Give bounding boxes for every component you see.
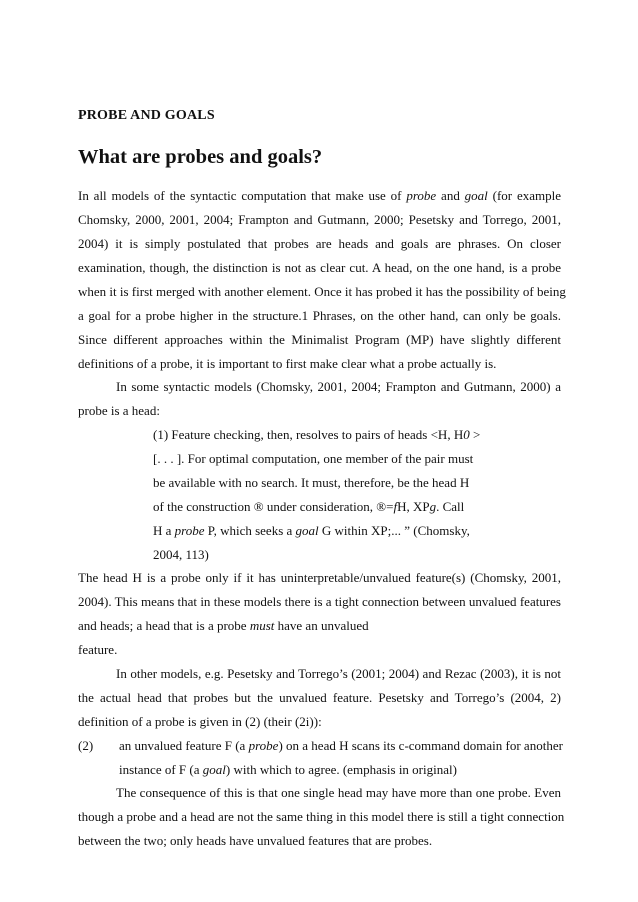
italic-term: probe (406, 188, 437, 203)
page-title: What are probes and goals? (78, 146, 323, 168)
quote-line: [. . . ]. For optimal computation, one member of the pair must (153, 451, 474, 466)
para3-line: The head H is a probe only if it has uninterpretable/unvalued feature(s) (Chomsky, 2001, (78, 570, 561, 585)
para1-line: a goal for a probe higher in the structure.1 Phrases, on the other hand, can only be goals. (78, 308, 561, 323)
para3-line: feature. (78, 642, 118, 657)
section-heading: PROBE AND GOALS (78, 108, 215, 123)
example-line: instance of F (a goal) with which to agree. (emphasis in original) (119, 762, 457, 777)
quote-line: be available with no search. It must, therefore, be the head H (153, 475, 470, 490)
quote-line: 2004, 113) (153, 547, 209, 562)
italic-term: probe (248, 738, 279, 753)
para1-line: examination, though, the distinction is not as clear cut. A head, on the one hand, is a probe (78, 260, 561, 275)
italic-term: 0 (463, 427, 470, 442)
para4-line: In other models, e.g. Pesetsky and Torrego’s (2001; 2004) and Rezac (2003), it is not (116, 666, 561, 681)
para2-line: In some syntactic models (Chomsky, 2001, 2004; Frampton and Gutmann, 2000) a (116, 379, 561, 394)
para3-line: and heads; a head that is a probe must have an unvalued (78, 618, 369, 633)
para1-line: definitions of a probe, it is important to first make clear what a probe actually is. (78, 356, 497, 371)
para1-line: Since different approaches within the Minimalist Program (MP) have slightly different (78, 332, 561, 347)
quote-line: H a probe P, which seeks a goal G within XP;... ” (Chomsky, (153, 523, 470, 538)
italic-term: probe (174, 523, 205, 538)
italic-term: g (429, 499, 437, 514)
para2-line: probe is a head: (78, 403, 160, 418)
para1-line: In all models of the syntactic computation that make use of probe and goal (for example (78, 188, 561, 203)
para5-line: between the two; only heads have unvalued features that are probes. (78, 833, 433, 848)
italic-term: goal (295, 523, 319, 538)
example-line: an unvalued feature F (a probe) on a head H scans its c-command domain for another (119, 738, 563, 753)
para5-line: The consequence of this is that one single head may have more than one probe. Even (116, 785, 561, 800)
para1-line: when it is first merged with another element. Once it has probed it has the possibility of being (78, 284, 566, 299)
italic-term: goal (202, 762, 226, 777)
italic-term: goal (464, 188, 488, 203)
quote-line: of the construction ® under consideration, ®=fH, XPg. Call (153, 499, 465, 514)
para4-line: the actual head that probes but the unvalued feature. Pesetsky and Torrego’s (2004, 2) (78, 690, 561, 705)
italic-term: must (249, 618, 275, 633)
quote-line: (1) Feature checking, then, resolves to pairs of heads <H, H0 > (153, 427, 481, 442)
para4-line: definition of a probe is given in (2) (their (2i)): (78, 714, 322, 729)
para5-line: though a probe and a head are not the same thing in this model there is still a tight connection (78, 809, 565, 824)
para3-line: 2004). This means that in these models there is a tight connection between unvalued features (78, 594, 561, 609)
para1-line: Chomsky, 2000, 2001, 2004; Frampton and Gutmann, 2000; Pesetsky and Torrego, 2001, (78, 212, 561, 227)
italic-term: f (393, 499, 398, 514)
example-number: (2) (78, 738, 94, 753)
para1-line: 2004) it is simply postulated that probes are heads and goals are phrases. On closer (78, 236, 561, 251)
